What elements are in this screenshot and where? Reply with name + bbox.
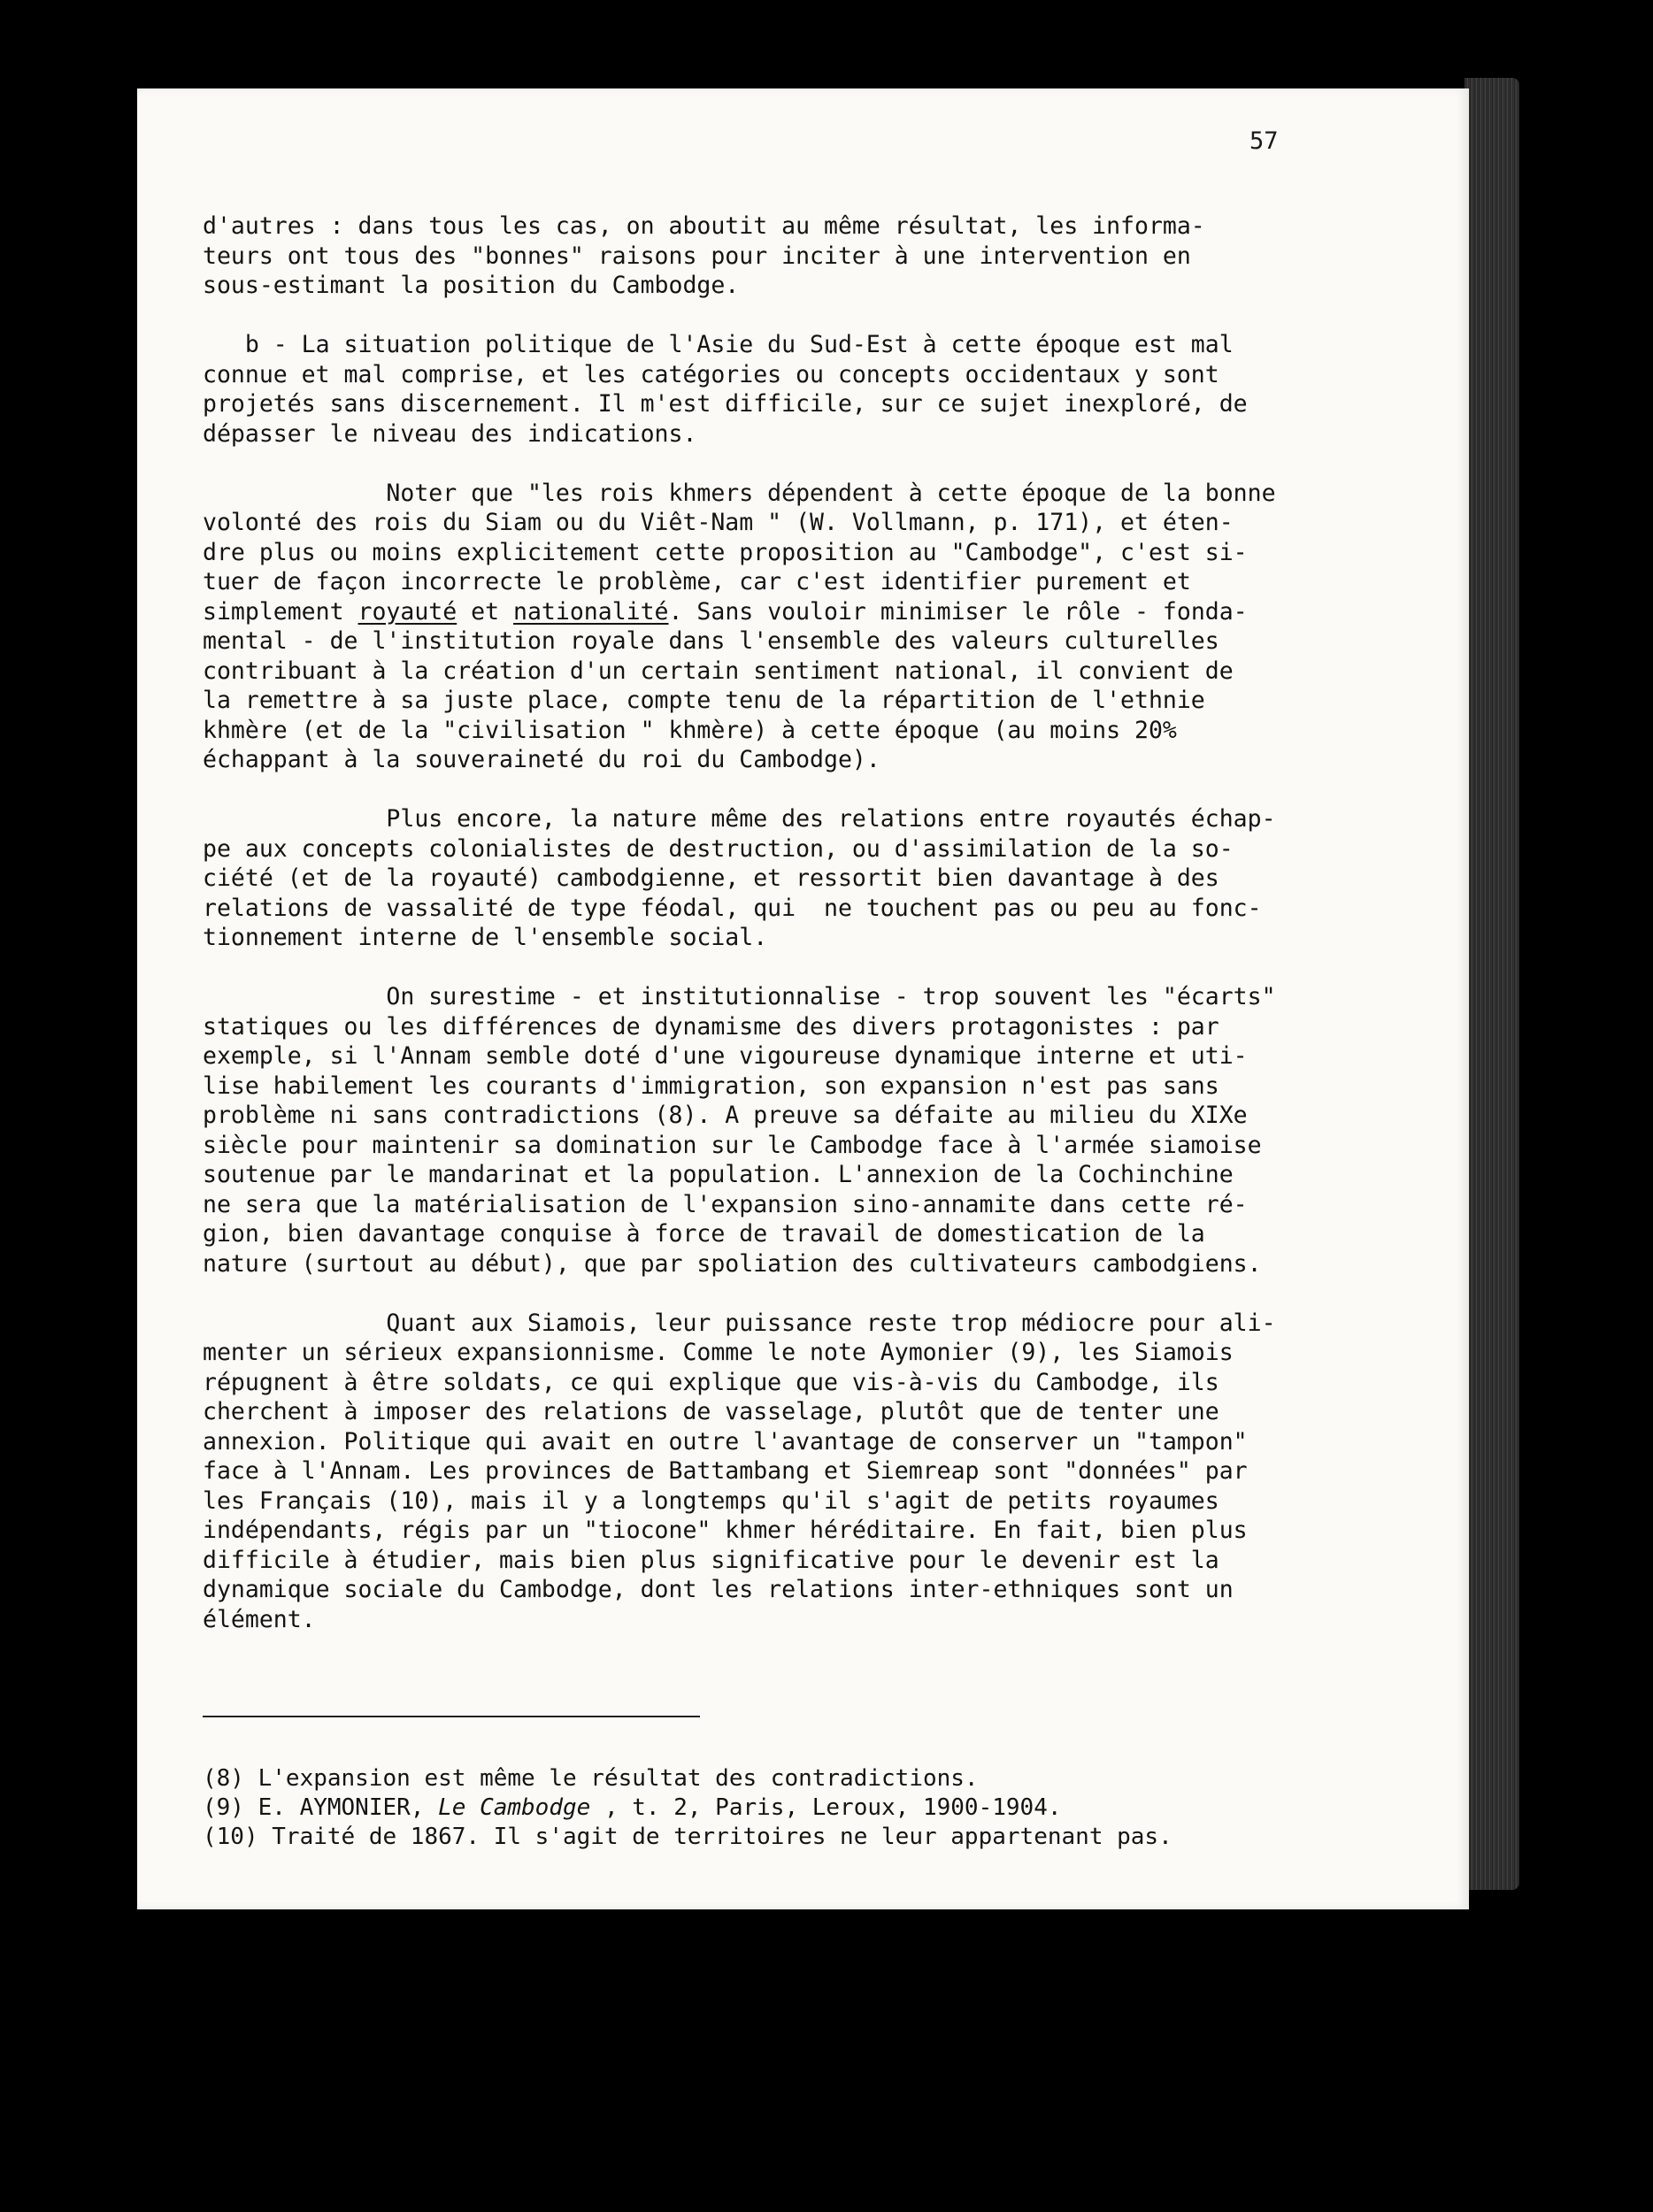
text-segment: et: [457, 597, 514, 626]
text-line: gion, bien davantage conquise à force de travail de domestication de la: [203, 1220, 1205, 1248]
footnote-9-title: Le Cambodge: [438, 1794, 591, 1821]
text-line: dépasser le niveau des indications.: [203, 419, 697, 448]
paragraph-2: [203, 330, 1335, 449]
text-line: difficile à étudier, mais bien plus significative pour le devenir est la: [203, 1546, 1219, 1574]
text-line: pe aux concepts colonialistes de destruction, ou d'assimilation de la so-: [203, 834, 1234, 863]
paragraph-5: [203, 982, 1335, 1279]
text-line: soutenue par le mandarinat et la population. L'annexion de la Cochinchine: [203, 1161, 1234, 1188]
text-line: projetés sans discernement. Il m'est difficile, sur ce sujet inexploré, de: [203, 390, 1248, 418]
text-line: répugnent à être soldats, ce qui explique que vis-à-vis du Cambodge, ils: [203, 1368, 1219, 1396]
text-line: contribuant à la création d'un certain sentiment national, il convient de: [203, 657, 1234, 685]
page-edge: [1465, 78, 1519, 1890]
text-line: les Français (10), mais il y a longtemps qu'il s'agit de petits royaumes: [203, 1486, 1219, 1515]
text-line: tionnement interne de l'ensemble social.: [203, 924, 768, 951]
underlined-word-royaute: royauté: [358, 597, 457, 626]
footnote-10: (10) Traité de 1867. Il s'agit de territoires ne leur appartenant pas.: [203, 1824, 1172, 1850]
text-line: la remettre à sa juste place, compte tenu de la répartition de l'ethnie: [203, 687, 1205, 714]
text-line: problème ni sans contradictions (8). A preuve sa défaite au milieu du XIXe: [203, 1102, 1248, 1129]
text-line: tuer de façon incorrecte le problème, car c'est identifier purement et: [203, 568, 1191, 595]
text-line: nature (surtout au début), que par spoliation des cultivateurs cambodgiens.: [203, 1249, 1262, 1278]
text-line: statiques ou les différences de dynamisme des divers protagonistes : par: [203, 1012, 1219, 1041]
text-line: lise habilement les courants d'immigration, son expansion n'est pas sans: [203, 1071, 1219, 1100]
text-segment: simplement: [203, 597, 358, 626]
text-line: indépendants, régis par un "tiocone" khmer héréditaire. En fait, bien plus: [203, 1517, 1248, 1544]
text-line: élément.: [203, 1605, 316, 1633]
text-line: annexion. Politique qui avait en outre l'avantage de conserver un "tampon": [203, 1427, 1248, 1455]
text-line: échappant à la souveraineté du roi du Cambodge).: [203, 746, 880, 773]
text-line: volonté des rois du Siam ou du Viêt-Nam " (W. Vollmann, p. 171), et éten-: [203, 509, 1234, 536]
paragraph-3: [203, 479, 1335, 775]
text-line: b - La situation politique de l'Asie du Sud-Est à cette époque est mal: [203, 331, 1234, 358]
footnotes: [203, 1764, 1335, 1852]
text-line: dynamique sociale du Cambodge, dont les relations inter-ethniques sont un: [203, 1576, 1234, 1603]
text-segment: . Sans vouloir minimiser le rôle - fonda-: [668, 597, 1248, 626]
text-line: ne sera que la matérialisation de l'expansion sino-annamite dans cette ré-: [203, 1190, 1248, 1218]
text-line: ciété (et de la royauté) cambodgienne, et ressortit bien davantage à des: [203, 864, 1219, 892]
footnote-9: [203, 1793, 1335, 1823]
text-line: khmère (et de la "civilisation " khmère) à cette époque (au moins 20%: [203, 716, 1177, 744]
paragraph-1: [203, 211, 1335, 301]
text-line: mental - de l'institution royale dans l'ensemble des valeurs culturelles: [203, 627, 1219, 655]
body-text: [203, 211, 1335, 1634]
text-line: Noter que "les rois khmers dépendent à cette époque de la bonne: [203, 479, 1276, 507]
text-line: dre plus ou moins explicitement cette proposition au "Cambodge", c'est si-: [203, 538, 1248, 566]
paragraph-6: [203, 1309, 1335, 1635]
text-line: menter un sérieux expansionnisme. Comme le note Aymonier (9), les Siamois: [203, 1339, 1234, 1366]
text-line: sous-estimant la position du Cambodge.: [203, 272, 740, 299]
footnote-9-publication: , t. 2, Paris, Leroux, 1900-1904.: [590, 1794, 1062, 1821]
footnote-9-author: (9) E. AYMONIER,: [203, 1794, 439, 1821]
footnote-divider: [203, 1716, 700, 1717]
text-line: d'autres : dans tous les cas, on aboutit au même résultat, les informa-: [203, 212, 1205, 240]
text-line: face à l'Annam. Les provinces de Battambang et Siemreap sont "données" par: [203, 1457, 1248, 1485]
text-line: Quant aux Siamois, leur puissance reste trop médiocre pour ali-: [203, 1309, 1276, 1337]
text-line: relations de vassalité de type féodal, qui ne touchent pas ou peu au fonc-: [203, 894, 1262, 922]
text-line: teurs ont tous des "bonnes" raisons pour inciter à une intervention en: [203, 242, 1191, 270]
text-line: cherchent à imposer des relations de vasselage, plutôt que de tenter une: [203, 1398, 1219, 1425]
paragraph-4: [203, 804, 1335, 953]
footnote-8: (8) L'expansion est même le résultat des contradictions.: [203, 1765, 979, 1792]
text-line: siècle pour maintenir sa domination sur le Cambodge face à l'armée siamoise: [203, 1131, 1262, 1159]
text-line: connue et mal comprise, et les catégories ou concepts occidentaux y sont: [203, 360, 1219, 388]
underlined-word-nationalite: nationalité: [513, 597, 669, 626]
text-line-underlined: [203, 597, 1335, 627]
page-number: 57: [1249, 127, 1279, 155]
text-line: Plus encore, la nature même des relations entre royautés échap-: [203, 805, 1276, 833]
text-line: exemple, si l'Annam semble doté d'une vigoureuse dynamique interne et uti-: [203, 1042, 1248, 1070]
text-line: On surestime - et institutionnalise - trop souvent les "écarts": [203, 983, 1276, 1010]
